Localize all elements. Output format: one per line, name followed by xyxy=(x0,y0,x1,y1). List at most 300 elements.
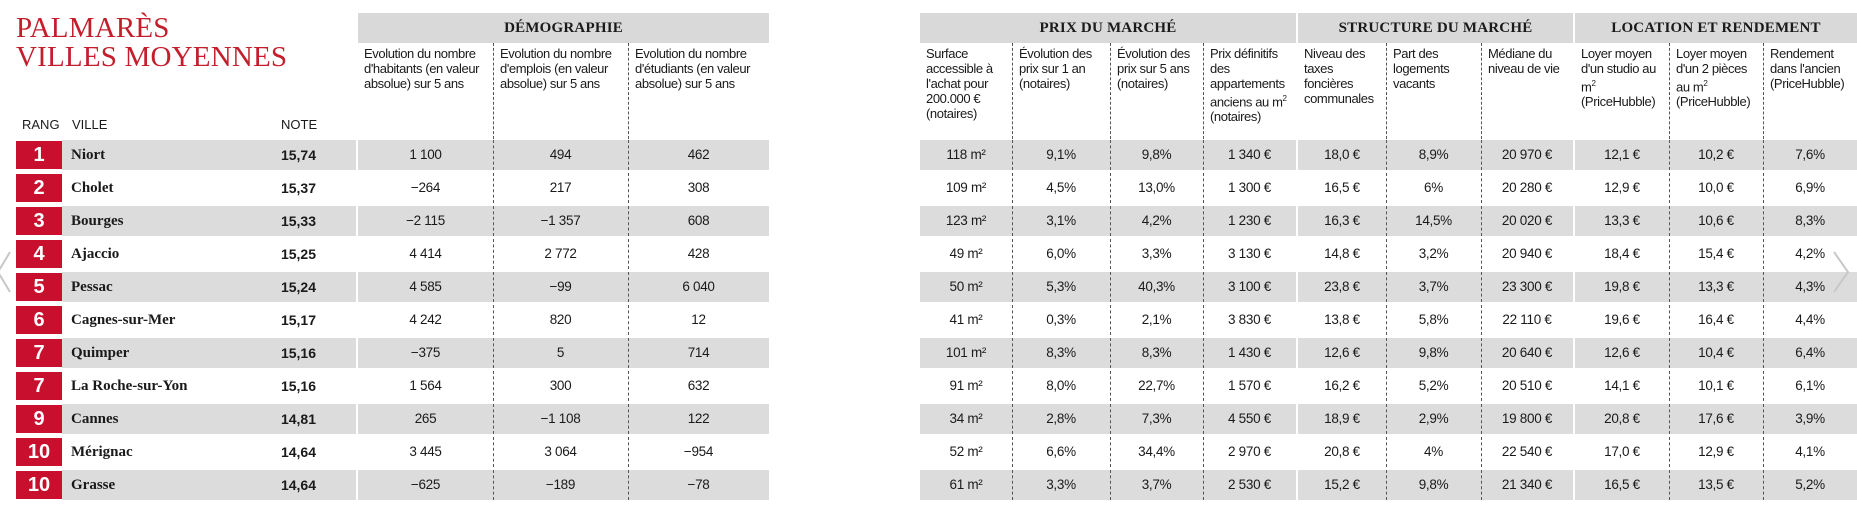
cell-evo5: 13,0% xyxy=(1138,180,1175,195)
cell-hab: 4 242 xyxy=(409,312,442,327)
cell-pieces: 13,3 € xyxy=(1698,279,1734,294)
cell-prix: 1 340 € xyxy=(1228,147,1271,162)
cell-studio: 19,8 € xyxy=(1604,279,1640,294)
cell-evo5: 40,3% xyxy=(1138,279,1175,294)
column-divider xyxy=(628,239,629,269)
cell-evo1: 8,3% xyxy=(1046,345,1076,360)
subheader-rendement: Rendement dans l'ancien (PriceHubble) xyxy=(1763,43,1857,139)
cell-evo1: 6,6% xyxy=(1046,444,1076,459)
cell-emplois: 494 xyxy=(549,147,572,162)
column-divider xyxy=(1110,371,1111,401)
column-divider xyxy=(1012,404,1013,434)
column-divider xyxy=(628,338,629,368)
column-divider xyxy=(1763,173,1764,203)
cell-surface: 34 m² xyxy=(949,411,983,426)
cell-studio: 17,0 € xyxy=(1604,444,1640,459)
column-divider xyxy=(1110,470,1111,500)
column-divider xyxy=(1763,206,1764,236)
cell-rendement: 5,2% xyxy=(1795,477,1825,492)
cell-evo1: 0,3% xyxy=(1046,312,1076,327)
cell-evo5: 34,4% xyxy=(1138,444,1175,459)
column-divider xyxy=(1012,305,1013,335)
column-divider xyxy=(1669,404,1670,434)
column-divider xyxy=(1669,338,1670,368)
column-divider xyxy=(1203,272,1204,302)
column-divider xyxy=(1669,371,1670,401)
cell-vacants: 5,2% xyxy=(1418,378,1449,393)
city-note: 14,64 xyxy=(280,444,316,460)
column-divider xyxy=(1386,404,1387,434)
cell-taxes: 15,2 € xyxy=(1324,477,1360,492)
group-divider xyxy=(1296,305,1298,335)
column-divider xyxy=(1481,239,1482,269)
city-note: 15,24 xyxy=(280,279,316,295)
table-row xyxy=(0,437,1857,467)
group-divider xyxy=(1573,173,1575,203)
cell-studio: 12,6 € xyxy=(1604,345,1640,360)
subheader-mediane: Médiane du niveau de vie xyxy=(1481,43,1574,139)
column-divider xyxy=(1012,272,1013,302)
group-divider xyxy=(1573,305,1575,335)
cell-taxes: 23,8 € xyxy=(1324,279,1360,294)
column-divider xyxy=(628,437,629,467)
city-note: 15,37 xyxy=(280,180,316,196)
cell-hab: 4 585 xyxy=(409,279,442,294)
cell-pieces: 17,6 € xyxy=(1698,411,1734,426)
city-name: Bourges xyxy=(71,213,124,229)
cell-rendement: 3,9% xyxy=(1795,411,1825,426)
city-name: Niort xyxy=(71,147,106,163)
column-divider xyxy=(1386,437,1387,467)
cell-evo5: 7,3% xyxy=(1141,411,1172,426)
subheader-loyer-2pieces: Loyer moyen d'un 2 pièces au $m^2$ (PriceHubble) xyxy=(1669,43,1764,139)
column-divider xyxy=(1110,437,1111,467)
table-row xyxy=(0,272,1857,302)
cell-taxes: 18,0 € xyxy=(1324,147,1360,162)
cell-studio: 12,9 € xyxy=(1604,180,1640,195)
cell-vacants: 6% xyxy=(1424,180,1443,195)
cell-evo5: 4,2% xyxy=(1141,213,1172,228)
column-divider xyxy=(1203,173,1204,203)
cell-mediane: 19 800 € xyxy=(1501,411,1553,426)
city-name: Cagnes-sur-Mer xyxy=(71,312,176,328)
cell-mediane: 23 300 € xyxy=(1501,279,1553,294)
subheader-surface: Surface accessible à l'achat pour 200.000 € (notaires) xyxy=(926,46,993,121)
cell-evo1: 6,0% xyxy=(1046,246,1076,261)
table-row xyxy=(0,338,1857,368)
cell-studio: 16,5 € xyxy=(1604,477,1640,492)
subheader-emplois: Evolution du nombre d'emplois (en valeur absolue) sur 5 ans xyxy=(493,43,629,139)
column-divider xyxy=(1203,437,1204,467)
column-divider xyxy=(1110,404,1111,434)
cell-rendement: 4,4% xyxy=(1795,312,1825,327)
column-divider xyxy=(1669,437,1670,467)
column-divider xyxy=(1763,371,1764,401)
group-divider xyxy=(1573,140,1575,170)
cell-evo1: 9,1% xyxy=(1046,147,1076,162)
cell-mediane: 20 970 € xyxy=(1501,147,1553,162)
cell-evo1: 5,3% xyxy=(1046,279,1076,294)
column-divider xyxy=(628,272,629,302)
column-divider xyxy=(1481,470,1482,500)
column-divider xyxy=(1669,305,1670,335)
column-divider xyxy=(1203,206,1204,236)
cell-surface: 61 m² xyxy=(949,477,983,492)
cell-prix: 4 550 € xyxy=(1228,411,1271,426)
city-note: 15,16 xyxy=(280,378,316,394)
cell-hab: −2 115 xyxy=(406,213,445,228)
group-divider xyxy=(1573,470,1575,500)
next-arrow-icon[interactable] xyxy=(1828,248,1852,296)
group-divider xyxy=(1573,272,1575,302)
cell-hab: −625 xyxy=(410,477,441,492)
column-divider xyxy=(1481,338,1482,368)
cell-pieces: 10,2 € xyxy=(1698,147,1734,162)
cell-taxes: 14,8 € xyxy=(1324,246,1360,261)
group-divider xyxy=(1573,437,1575,467)
cell-vacants: 3,7% xyxy=(1418,279,1449,294)
cell-vacants: 5,8% xyxy=(1418,312,1449,327)
group-divider xyxy=(1296,338,1298,368)
column-divider xyxy=(1481,272,1482,302)
cell-pieces: 10,6 € xyxy=(1698,213,1734,228)
column-divider xyxy=(1481,173,1482,203)
cell-rendement: 6,9% xyxy=(1795,180,1825,195)
city-name: Quimper xyxy=(71,345,130,361)
subheader-evo-1an: Évolution des prix sur 1 an (notaires) xyxy=(1012,43,1111,139)
cell-evo5: 3,3% xyxy=(1141,246,1172,261)
table-row xyxy=(0,371,1857,401)
cell-taxes: 18,9 € xyxy=(1324,411,1360,426)
column-divider xyxy=(1110,206,1111,236)
cell-hab: 4 414 xyxy=(409,246,442,261)
cell-vacants: 9,8% xyxy=(1418,477,1449,492)
column-divider xyxy=(1203,338,1204,368)
rank-column-header: RANG xyxy=(22,117,60,132)
column-divider xyxy=(628,470,629,500)
cell-mediane: 20 940 € xyxy=(1501,246,1553,261)
column-divider xyxy=(1203,239,1204,269)
cell-prix: 1 230 € xyxy=(1228,213,1271,228)
table-row xyxy=(0,305,1857,335)
cell-taxes: 12,6 € xyxy=(1324,345,1360,360)
rank-badge: 9 xyxy=(16,405,62,433)
cell-vacants: 14,5% xyxy=(1415,213,1452,228)
group-header-structure: STRUCTURE DU MARCHÉ xyxy=(1298,13,1573,43)
cell-studio: 13,3 € xyxy=(1604,213,1640,228)
city-name: Mérignac xyxy=(71,444,133,460)
group-divider xyxy=(1573,206,1575,236)
cell-evo5: 2,1% xyxy=(1141,312,1172,327)
column-divider xyxy=(493,206,494,236)
table-row xyxy=(0,239,1857,269)
column-divider xyxy=(628,173,629,203)
column-divider xyxy=(1481,305,1482,335)
group-divider xyxy=(1296,371,1298,401)
cell-etudiants: 122 xyxy=(687,411,710,426)
cell-mediane: 20 280 € xyxy=(1501,180,1553,195)
cell-studio: 19,6 € xyxy=(1604,312,1640,327)
table-row xyxy=(0,140,1857,170)
cell-mediane: 22 540 € xyxy=(1501,444,1553,459)
cell-pieces: 15,4 € xyxy=(1698,246,1734,261)
cell-hab: 265 xyxy=(414,411,437,426)
subheader-prix-definitifs: Prix définitifs des appartements anciens au $m^2$ (notaires) xyxy=(1203,43,1297,139)
column-divider xyxy=(1386,206,1387,236)
table-row xyxy=(0,404,1857,434)
subheader-etudiants: Evolution du nombre d'étudiants (en valeur absolue) sur 5 ans xyxy=(628,43,770,139)
group-divider xyxy=(1296,140,1298,170)
city-column-header: VILLE xyxy=(72,117,108,132)
column-divider xyxy=(628,404,629,434)
cell-mediane: 22 110 € xyxy=(1502,312,1552,327)
cell-evo1: 2,8% xyxy=(1046,411,1076,426)
rank-badge: 7 xyxy=(16,339,62,367)
column-divider xyxy=(1012,173,1013,203)
cell-surface: 52 m² xyxy=(949,444,983,459)
cell-prix: 2 970 € xyxy=(1228,444,1271,459)
rank-badge: 7 xyxy=(16,372,62,400)
table-row xyxy=(0,206,1857,236)
cell-prix: 1 570 € xyxy=(1228,378,1271,393)
cell-hab: −375 xyxy=(410,345,441,360)
column-divider xyxy=(493,272,494,302)
cell-mediane: 21 340 € xyxy=(1501,477,1553,492)
group-divider xyxy=(1296,206,1298,236)
cell-evo5: 3,7% xyxy=(1141,477,1172,492)
cell-vacants: 9,8% xyxy=(1418,345,1449,360)
subheader-habitants: Evolution du nombre d'habitants (en valeur absolue) sur 5 ans xyxy=(364,46,480,91)
column-divider xyxy=(1012,140,1013,170)
cell-rendement: 4,1% xyxy=(1795,444,1825,459)
city-name: Cholet xyxy=(71,180,114,196)
cell-emplois: −1 357 xyxy=(540,213,581,228)
cell-etudiants: −954 xyxy=(683,444,714,459)
column-divider xyxy=(1481,371,1482,401)
cell-prix: 1 300 € xyxy=(1228,180,1271,195)
column-divider xyxy=(1012,239,1013,269)
subheader-vacants: Part des logements vacants xyxy=(1386,43,1482,139)
column-divider xyxy=(1669,206,1670,236)
table-row xyxy=(0,173,1857,203)
column-divider xyxy=(1763,140,1764,170)
column-divider xyxy=(1203,371,1204,401)
group-divider xyxy=(1296,272,1298,302)
column-divider xyxy=(1763,437,1764,467)
cell-prix: 3 100 € xyxy=(1228,279,1271,294)
cell-studio: 18,4 € xyxy=(1604,246,1640,261)
group-divider xyxy=(1573,338,1575,368)
group-divider xyxy=(1573,371,1575,401)
cell-emplois: 300 xyxy=(549,378,572,393)
cell-surface: 41 m² xyxy=(949,312,983,327)
column-divider xyxy=(493,437,494,467)
city-note: 15,17 xyxy=(280,312,316,328)
subheader-taxes: Niveau des taxes foncières communales xyxy=(1304,46,1374,106)
cell-mediane: 20 510 € xyxy=(1501,378,1553,393)
column-divider xyxy=(1203,470,1204,500)
cell-emplois: 217 xyxy=(549,180,572,195)
city-name: La Roche-sur-Yon xyxy=(71,378,188,394)
column-divider xyxy=(1386,338,1387,368)
column-divider xyxy=(1386,173,1387,203)
cell-surface: 49 m² xyxy=(949,246,983,261)
cell-etudiants: −78 xyxy=(687,477,710,492)
cell-emplois: −99 xyxy=(549,279,572,294)
cell-hab: 3 445 xyxy=(409,444,442,459)
cell-surface: 123 m² xyxy=(945,213,987,228)
cell-evo1: 8,0% xyxy=(1046,378,1076,393)
rank-badge: 10 xyxy=(16,471,62,499)
cell-hab: 1 564 xyxy=(409,378,442,393)
cell-vacants: 8,9% xyxy=(1418,147,1449,162)
group-divider xyxy=(1296,437,1298,467)
cell-etudiants: 6 040 xyxy=(682,279,715,294)
column-divider xyxy=(493,404,494,434)
column-divider xyxy=(1012,338,1013,368)
group-divider xyxy=(1296,470,1298,500)
column-divider xyxy=(493,305,494,335)
cell-mediane: 20 020 € xyxy=(1501,213,1553,228)
subheader-loyer-studio: Loyer moyen d'un studio au $m^2$ (PriceHubble) xyxy=(1581,46,1656,110)
cell-rendement: 6,4% xyxy=(1795,345,1825,360)
rank-badge: 4 xyxy=(16,240,62,268)
column-divider xyxy=(1669,173,1670,203)
column-divider xyxy=(628,305,629,335)
rank-badge: 3 xyxy=(16,207,62,235)
column-divider xyxy=(628,140,629,170)
column-divider xyxy=(493,371,494,401)
rank-badge: 10 xyxy=(16,438,62,466)
title-line-1: PALMARÈS xyxy=(16,12,170,44)
cell-evo5: 22,7% xyxy=(1138,378,1175,393)
group-header-prix: PRIX DU MARCHÉ xyxy=(920,13,1296,43)
cell-emplois: 3 064 xyxy=(544,444,577,459)
column-divider xyxy=(1669,140,1670,170)
cell-rendement: 6,1% xyxy=(1795,378,1825,393)
column-divider xyxy=(1203,305,1204,335)
cell-evo1: 3,3% xyxy=(1046,477,1076,492)
cell-pieces: 10,4 € xyxy=(1698,345,1734,360)
city-name: Ajaccio xyxy=(71,246,120,262)
cell-etudiants: 12 xyxy=(691,312,706,327)
cell-evo5: 9,8% xyxy=(1141,147,1172,162)
city-note: 15,33 xyxy=(280,213,316,229)
rank-badge: 6 xyxy=(16,306,62,334)
cell-etudiants: 462 xyxy=(687,147,710,162)
cell-surface: 50 m² xyxy=(949,279,983,294)
column-divider xyxy=(493,140,494,170)
cell-prix: 3 130 € xyxy=(1228,246,1271,261)
column-divider xyxy=(1763,404,1764,434)
column-divider xyxy=(1110,338,1111,368)
cell-rendement: 4,2% xyxy=(1795,246,1825,261)
cell-pieces: 10,0 € xyxy=(1698,180,1734,195)
cell-surface: 118 m² xyxy=(946,147,986,162)
cell-vacants: 4% xyxy=(1424,444,1443,459)
cell-pieces: 16,4 € xyxy=(1698,312,1734,327)
column-divider xyxy=(1481,140,1482,170)
cell-rendement: 4,3% xyxy=(1795,279,1825,294)
cell-studio: 20,8 € xyxy=(1604,411,1640,426)
title-line-2: VILLES MOYENNES xyxy=(16,41,288,73)
cell-pieces: 10,1 € xyxy=(1698,378,1734,393)
column-divider xyxy=(1386,305,1387,335)
note-column-header: NOTE xyxy=(281,117,318,132)
subheader-evo-5ans: Évolution des prix sur 5 ans (notaires) xyxy=(1110,43,1204,139)
column-divider xyxy=(1481,437,1482,467)
column-divider xyxy=(1012,371,1013,401)
rank-badge: 1 xyxy=(16,141,62,169)
cell-etudiants: 608 xyxy=(687,213,710,228)
column-divider xyxy=(1763,239,1764,269)
cell-vacants: 2,9% xyxy=(1418,411,1449,426)
column-divider xyxy=(1386,470,1387,500)
cell-prix: 3 830 € xyxy=(1228,312,1271,327)
cell-taxes: 13,8 € xyxy=(1324,312,1360,327)
group-divider xyxy=(1296,404,1298,434)
column-divider xyxy=(1012,470,1013,500)
group-divider xyxy=(1573,404,1575,434)
city-name: Cannes xyxy=(71,411,119,427)
column-divider xyxy=(1386,140,1387,170)
group-divider xyxy=(1296,173,1298,203)
cell-rendement: 7,6% xyxy=(1795,147,1825,162)
cell-prix: 2 530 € xyxy=(1228,477,1271,492)
column-divider xyxy=(1763,272,1764,302)
column-divider xyxy=(1763,338,1764,368)
column-divider xyxy=(1669,239,1670,269)
cell-etudiants: 308 xyxy=(687,180,710,195)
cell-studio: 14,1 € xyxy=(1604,378,1640,393)
rank-badge: 5 xyxy=(16,273,62,301)
column-divider xyxy=(1386,371,1387,401)
cell-pieces: 13,5 € xyxy=(1698,477,1734,492)
cell-rendement: 8,3% xyxy=(1795,213,1825,228)
cell-etudiants: 632 xyxy=(687,378,710,393)
column-divider xyxy=(1110,272,1111,302)
column-divider xyxy=(1110,173,1111,203)
cell-surface: 101 m² xyxy=(945,345,987,360)
cell-emplois: −1 108 xyxy=(540,411,581,426)
group-divider xyxy=(1573,239,1575,269)
city-note: 14,64 xyxy=(280,477,316,493)
column-divider xyxy=(1481,404,1482,434)
column-divider xyxy=(1110,305,1111,335)
cell-taxes: 16,2 € xyxy=(1324,378,1360,393)
rank-badge: 2 xyxy=(16,174,62,202)
cell-mediane: 20 640 € xyxy=(1501,345,1553,360)
group-divider xyxy=(1296,239,1298,269)
cell-vacants: 3,2% xyxy=(1418,246,1449,261)
group-header-demographie: DÉMOGRAPHIE xyxy=(358,13,769,43)
cell-taxes: 16,3 € xyxy=(1324,213,1360,228)
cell-emplois: −189 xyxy=(545,477,576,492)
column-divider xyxy=(1669,272,1670,302)
city-name: Grasse xyxy=(71,477,116,493)
previous-arrow-icon[interactable] xyxy=(0,248,20,296)
group-header-location: LOCATION ET RENDEMENT xyxy=(1575,13,1857,43)
cell-etudiants: 714 xyxy=(687,345,710,360)
cell-evo1: 4,5% xyxy=(1046,180,1076,195)
column-divider xyxy=(1763,305,1764,335)
column-divider xyxy=(1012,206,1013,236)
cell-hab: −264 xyxy=(410,180,441,195)
column-divider xyxy=(493,239,494,269)
cell-studio: 12,1 € xyxy=(1604,147,1640,162)
column-divider xyxy=(493,173,494,203)
cell-surface: 109 m² xyxy=(945,180,987,195)
